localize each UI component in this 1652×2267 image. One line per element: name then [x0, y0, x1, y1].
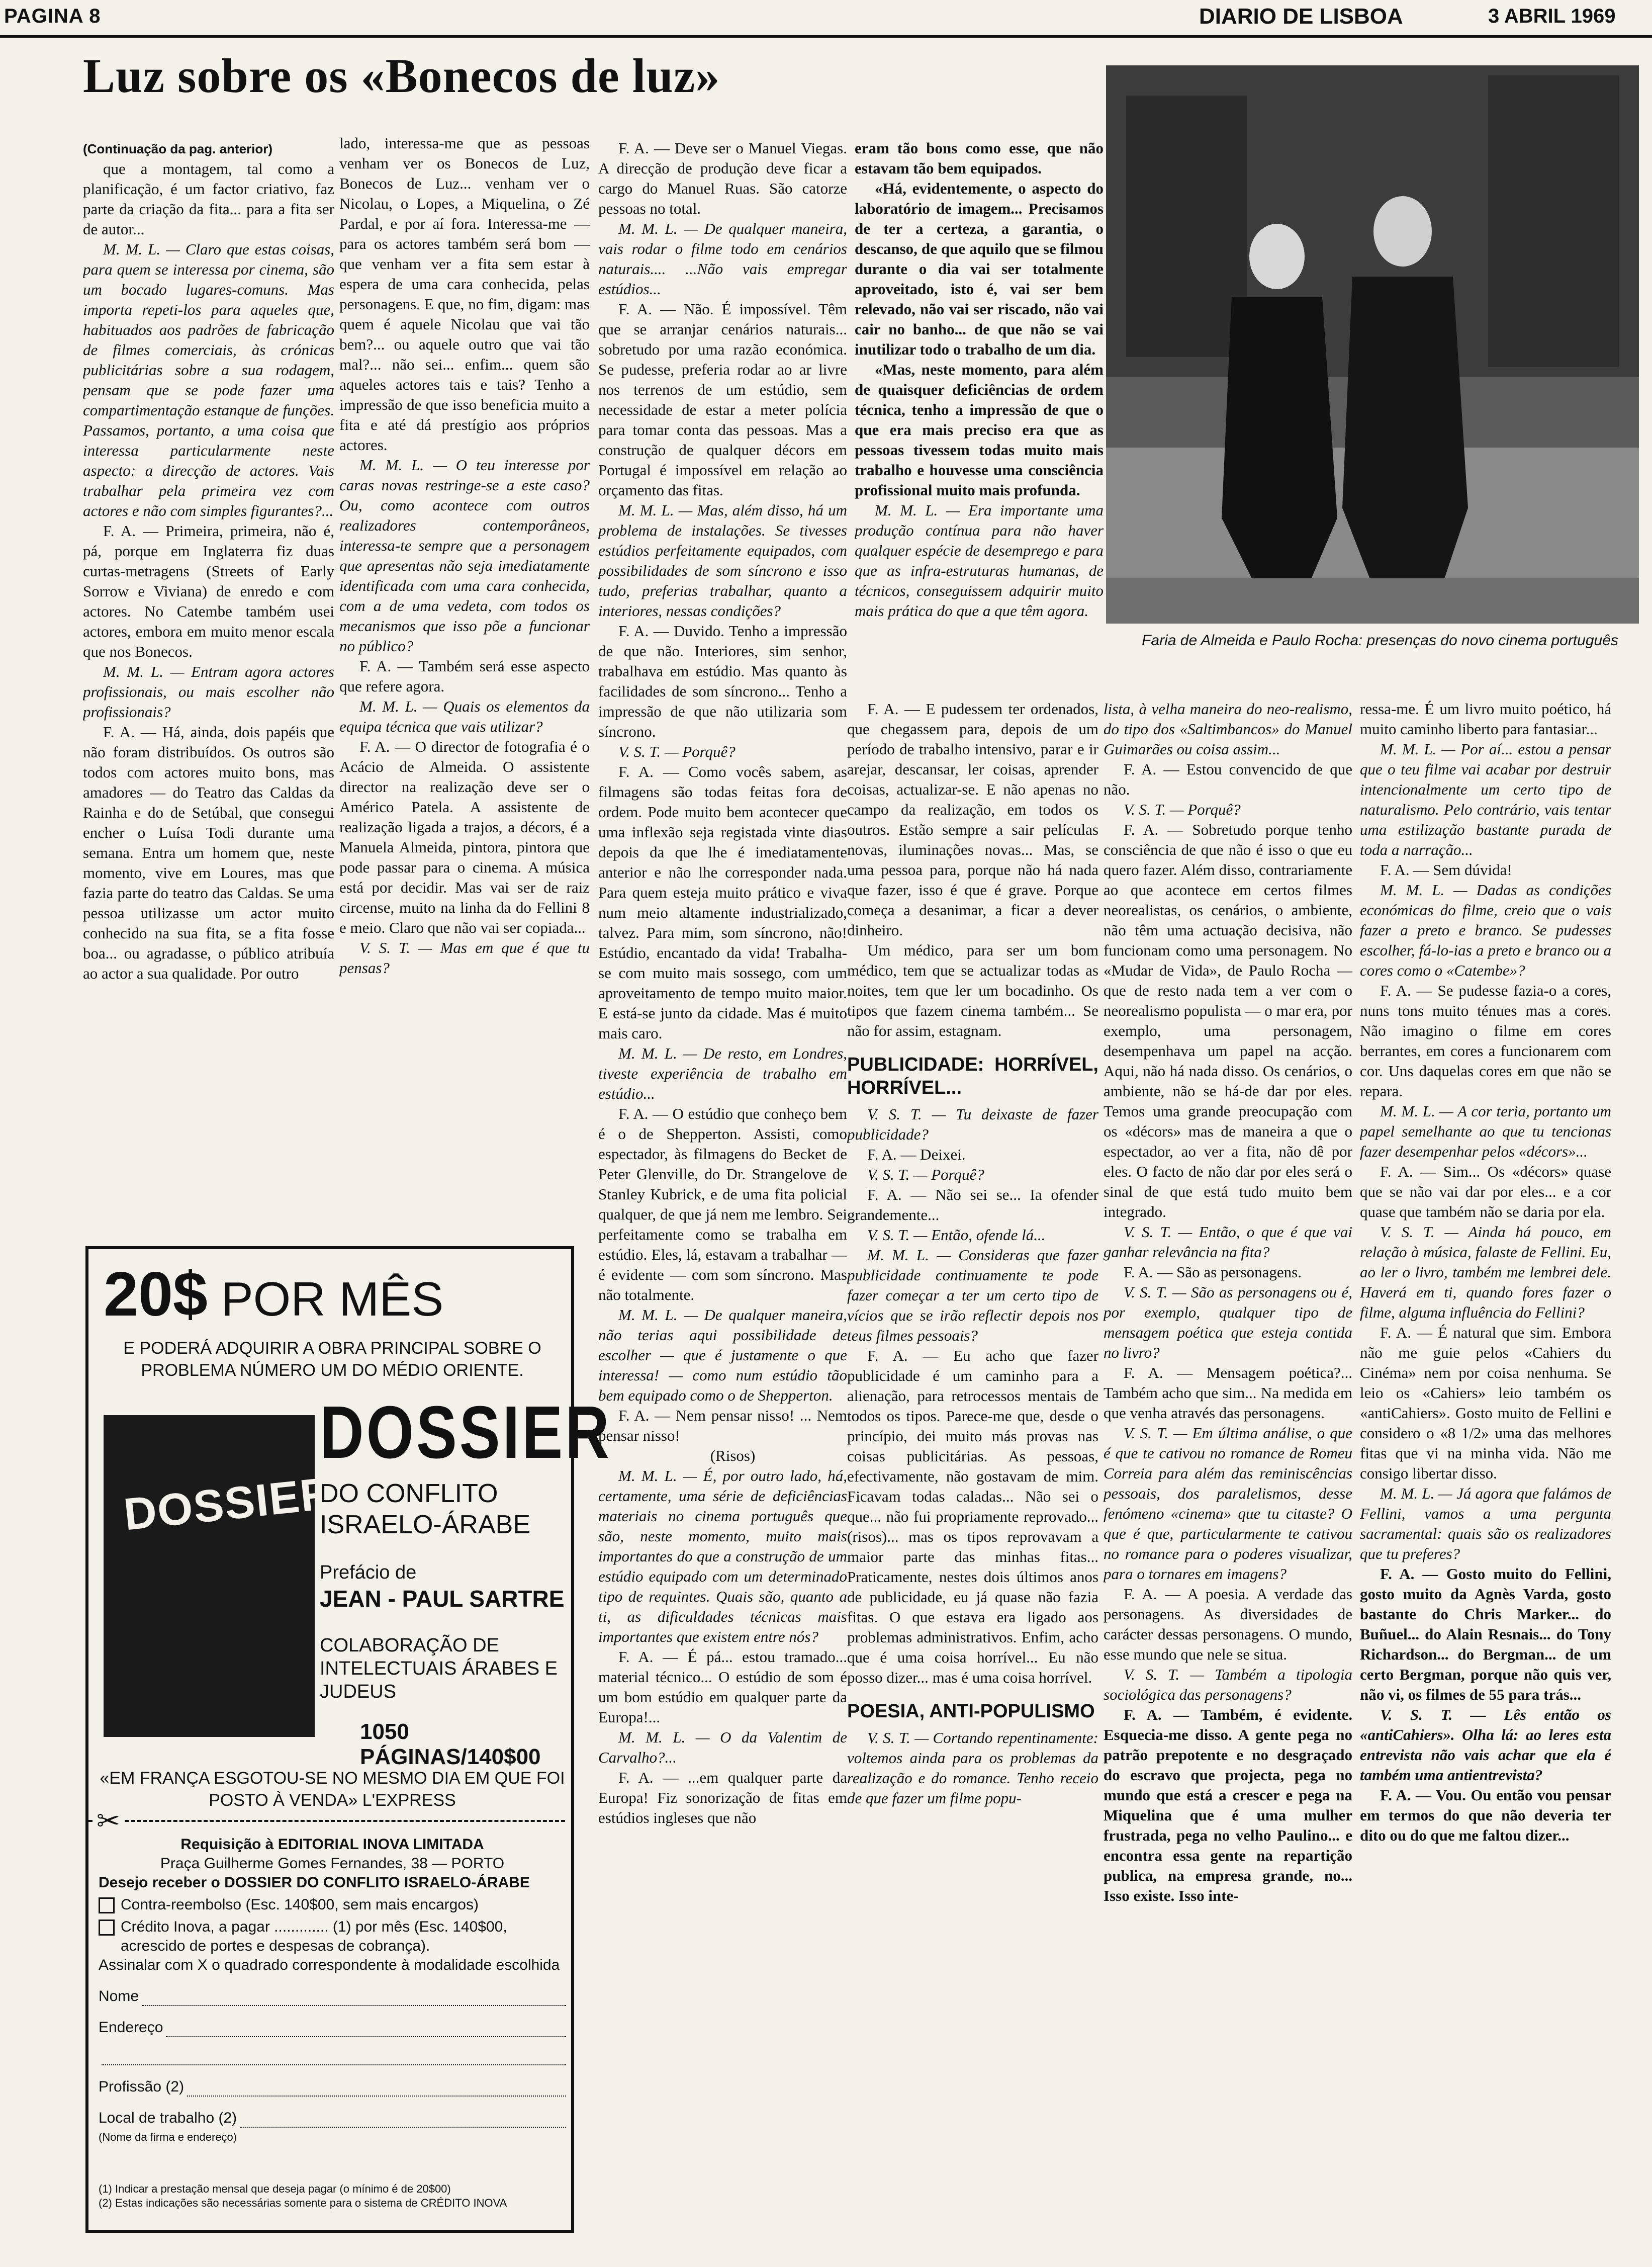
continuation-note: (Continuação da pag. anterior) [83, 141, 273, 156]
paragraph: V. S. T. — Porquê? [867, 1166, 984, 1183]
coupon-requisition: Requisição à EDITORIAL INOVA LIMITADA [180, 1836, 484, 1853]
paragraph: F. A. — Sem dúvida! [1380, 861, 1512, 879]
paragraph: V. S. T. — Lês então os «antiCahiers». Olha lá: ao leres esta entrevista não vais achar que ela é também uma antientrevista? [1360, 1706, 1611, 1784]
issue-date: 3 ABRIL 1969 [1488, 5, 1616, 27]
coupon-cut-line [88, 1820, 565, 1822]
paragraph: M. M. L. — Dadas as condições económicas do filme, creio que o vais fazer a preto e branco. Se pudesses escolher, fá-lo-ias a preto e branco ou a cores como o «Catembe»? [1360, 881, 1611, 979]
paragraph: F. A. — Vou. Ou então vou pensar em termos do que não deveria ter dito ou do que me faltou dizer... [1360, 1786, 1611, 1844]
photo-caption: Faria de Almeida e Paulo Rocha: presenças do novo cinema português [1142, 632, 1618, 649]
field-line[interactable] [187, 2080, 566, 2097]
field-label: Nome [99, 1988, 139, 2004]
ad-price-period: POR MÊS [207, 1272, 444, 1326]
paragraph: F. A. — Como vocês sabem, as filmagens são todas feitas fora de ordem. Pode muito bem acontecer que uma inflexão seja registada vinte dias depois da que lhe é imediatamente anterior e não lhe corresponder nada. Para quem esteja muito prático e viva num meio altamente industrializado, talvez. Para mim, som síncrono, não! Estúdio, encantado da vida! Trabalha-se com muito mais sossego, com um aproveitamento de tempo muito maior. E está-se junto da cidade. Mas é muito mais caro. [598, 763, 847, 1042]
paragraph: M. M. L. — É, por outro lado, há, certamente, uma série de deficiências materiais no cinema português que são, neste momento, muito mais importantes do que a construção de um estúdio equipado com um determinado tipo de requintes. Quais são, quanto a ti, as dificuldades técnicas mais importantes que existem entre nós? [598, 1467, 847, 1645]
paragraph: M. M. L. — Por aí... estou a pensar que o teu filme vai acabar por destruir intencionalmente um certo tipo de naturalismo. Pelo contrário, vais tentar uma estilização bastante purada de toda a narração... [1360, 740, 1611, 858]
field-label: Endereço [99, 2019, 163, 2036]
coupon-wish: Desejo receber o DOSSIER DO CONFLITO ISRAELO-ÁRABE [99, 1874, 530, 1891]
field-work-note: (Nome da firma e endereço) [99, 2131, 237, 2143]
paragraph: F. A. — Não. É impossível. Têm que se arranjar cenários naturais... sobretudo por uma razão económica. Se pudesse, preferia rodar ao ar livre nos terrenos de um estúdio, sem necessidade de estar a meter polícia para tomar conta das pessoas. Mas a construção de qualquer décors em Portugal é impossível em relação ao orçamento das fitas. [598, 300, 847, 499]
paragraph: F. A. — Estou convencido de que não. [1104, 760, 1352, 798]
paragraph: V. S. T. — Em última análise, o que é que te cativou no romance de Romeu Correia para além das reminiscências pessoais, dos paralelismos, desse fenómeno «cinema» que tu citaste? O que é que, particularmente te cativou no romance para o poderes visualizar, para o tornares em imagens? [1104, 1424, 1352, 1583]
paragraph: ressa-me. É um livro muito poético, há muito caminho liberto para fantasiar... [1360, 700, 1611, 738]
paragraph: F. A. — Há, ainda, dois papéis que não foram distribuídos. Os outros são todos com actores muito bons, mas amadores — do Teatro das Caldas da Rainha e do de Setúbal, que consegui encher o Luísa Todi durante uma semana. Entra um homem que, neste momento, vive em Loures, mas que fazia parte do teatro das Caldas. Se uma pessoa utilizasse um actor muito conhecido na sua fita, se a fita fosse boa... ou agradasse, o público atribuía ao actor a sua qualidade. Por outro [83, 723, 334, 982]
paragraph: F. A. — É pá... estou tramado... material técnico... O estúdio de som é um bom estúdio em qualquer parte da Europa!... [598, 1648, 847, 1726]
paragraph: F. A. — O estúdio que conheço bem é o de Shepperton. Assisti, como espectador, às filmagens do Becket de Peter Glenville, do Dr. Strangelove de Stanley Kubrick, e de uma fita policial qualquer, de que já nem me lembro. Sei perfeitamente como se trabalha em estúdio. Eles, lá, estavam a trabalhar — é evidente — com som síncrono. Mas não totalmente. [598, 1105, 847, 1303]
scissors-icon: ✂ [94, 1805, 123, 1838]
page-number: PAGINA 8 [4, 5, 101, 27]
footnote-2: (2) Estas indicações são necessárias somente para o sistema de CRÉDITO INOVA [99, 2197, 507, 2209]
paragraph: F. A. — Gosto muito do Fellini, gosto muito da Agnès Varda, gosto bastante do Chris Marker... do Buñuel... do Alain Resnais... do Tony Richardson... do Bergman... de um certo Bergman, porque não quis ver, não vi, os filmes de 55 para trás... [1360, 1565, 1611, 1703]
paragraph: F. A. — Deixei. [867, 1146, 966, 1163]
photo-two-men-in-street [1106, 65, 1639, 624]
paragraph: F. A. — A poesia. A verdade das personagens. As diversidades de carácter dessas personagens. O mundo, esse mundo que nele se situa. [1104, 1585, 1352, 1663]
ad-intro: E PODERÁ ADQUIRIR A OBRA PRINCIPAL SOBRE O PROBLEMA NÚMERO UM DO MÉDIO ORIENTE. [123, 1339, 541, 1380]
article-column-3 [598, 138, 847, 2255]
paragraph: M. M. L. — De qualquer maneira, vais rodar o filme todo em cenários naturais.... ...Não vais empregar estúdios... [598, 220, 847, 298]
coupon-instruction: Assinalar com X o quadrado correspondente à modalidade escolhida [99, 1957, 560, 1973]
paragraph: M. M. L. — Era importante uma produção contínua para não haver qualquer espécie de desemprego e para que as infra-estruturas humanas, de técnicos, conseguissem adquirir muito mais prática do que a que têm agora. [855, 501, 1104, 620]
paragraph: F. A. — Também será esse aspecto que refere agora. [339, 657, 590, 695]
ad-book-title: DOSSIER [320, 1391, 612, 1474]
article-column-6 [1360, 699, 1611, 2248]
paragraph: M. M. L. — Entram agora actores profissionais, ou mais escolher não profissionais? [83, 663, 334, 721]
paragraph: eram tão bons como esse, que não estavam tão bem equipados. [855, 139, 1104, 177]
paragraph: V. S. T. — Ainda há pouco, em relação à música, falaste de Fellini. Eu, ao ler o livro, também me lembrei dele. Haverá em ti, quando fores fazer o filme, alguma influência do Fellini? [1360, 1223, 1611, 1321]
footnote-1: (1) Indicar a prestação mensal que deseja pagar (o mínimo é de 20$00) [99, 2183, 451, 2195]
paragraph: F. A. — São as personagens. [1124, 1263, 1302, 1281]
book-advertisement [85, 1246, 612, 2233]
paragraph: M. M. L. — Mas, além disso, há um problema de instalações. Se tivesses estúdios perfeitamente equipados, com possibilidades de som síncrono e isso tudo, preferias trabalhar, quanto a interiores, nessas condições? [598, 501, 847, 620]
field-label: Local de trabalho (2) [99, 2110, 237, 2126]
paragraph: M. M. L. — O teu interesse por caras novas restringe-se a este caso? Ou, como acontece com outros realizadores contemporâneos, interessa-te sempre que a personagem que apresentas não seja imediatamente identificada com uma cara conhecida, com a de uma vedeta, com todos os mecanismos que isso põe a funcionar no público? [339, 456, 590, 655]
paragraph: V. S. T. — Também a tipologia sociológica das personagens? [1104, 1666, 1352, 1703]
paragraph: V. S. T. — Mas em que é que tu pensas? [339, 939, 590, 977]
paragraph: V. S. T. — Então, ofende lá... [867, 1226, 1046, 1244]
paragraph: lado, interessa-me que as pessoas venham ver os Bonecos de Luz, Bonecos de Luz... venham ver o Nicolau, o Lopes, a Miquelina, o Zé Pardal, e por aí fora. Interessa-me — para os actores também será bom — que venham ver a fita sem estar à espera de uma cara conhecida, pelas personagens. E que, no fim, digam: mas quem é aquele Nicolau que vai tão bem?... ou aquele outro que vai tão mal?... não sei... enfim... quem são aqueles actores tais e tais? Tenho a impressão de que isso beneficia muito a fita e até dá prestígio aos próprios actores. [339, 134, 590, 454]
order-coupon [99, 1835, 566, 2147]
checkbox-credit[interactable] [99, 1920, 115, 1936]
paragraph: Um médico, para ser um bom médico, tem que se actualizar todas as noites, tem que ler um bocadinho. Os tipos que fazem cinema também... Se não for assim, estagnam. [847, 941, 1098, 1039]
ad-preface-label: Prefácio de [320, 1562, 417, 1583]
paragraph: M. M. L. — Já agora que falámos de Fellini, vamos a uma pergunta sacramental: quais são os realizadores que tu preferes? [1360, 1485, 1611, 1562]
coupon-option-cod[interactable] [99, 1895, 566, 1914]
field-profession[interactable] [99, 2077, 566, 2097]
paragraph: «Mas, neste momento, para além de quaisquer deficiências de ordem técnica, tenho a impressão de que o que era mais preciso era que as pessoas tivessem todas muito mais trabalho e houvesse uma consciência profissional muito mais profunda. [855, 361, 1104, 499]
field-address-2[interactable] [99, 2049, 566, 2065]
paragraph: V. S. T. — Porquê? [1124, 801, 1241, 818]
option-label: Contra-reembolso (Esc. 140$00, sem mais encargos) [121, 1896, 479, 1913]
paragraph: M. M. L. — O da Valentim de Carvalho?... [598, 1728, 847, 1766]
subheading-publicidade: PUBLICIDADE: HORRÍVEL, HORRÍVEL... [847, 1054, 1098, 1098]
ad-price [104, 1259, 443, 1335]
article-column-4-lower [847, 699, 1098, 2248]
paragraph: F. A. — Primeira, primeira, não é, pá, porque em Inglaterra fiz duas curtas-metragens (Streets of Early Sorrow e Viviana) de enredo e com actores. No Catembe também usei actores, embora em muito menor escala que nos Bonecos. [83, 522, 334, 660]
paragraph: V. S. T. — Tu deixaste de fazer publicidade? [847, 1105, 1098, 1143]
paragraph: V. S. T. — Então, o que é que vai ganhar relevância na fita? [1104, 1223, 1352, 1261]
paragraph: F. A. — Deve ser o Manuel Viegas. A direcção de produção deve ficar a cargo do Manuel Ruas. São catorze pessoas no total. [598, 139, 847, 217]
ad-preface-author: JEAN - PAUL SARTRE [320, 1586, 565, 1612]
field-line[interactable] [142, 1990, 566, 2006]
paragraph: que a montagem, tal como a planificação, é um factor criativo, faz parte da criação da fita... para a fita ser de autor... [83, 160, 334, 238]
book-cover-title: DOSSIER [121, 1468, 336, 1540]
newspaper-name: DIARIO DE LISBOA [1199, 4, 1403, 29]
paragraph: F. A. — Sim... Os «décors» quase que se não vai dar por eles... e a cor quase que também não se daria por ela. [1360, 1163, 1611, 1220]
paragraph: M. M. L. — De qualquer maneira, não terias aqui possibilidade de escolher — que é justamente o que interessa! — como num estúdio tão bem equipado como o de Shepperton. [598, 1306, 847, 1404]
paragraph: M. M. L. — Quais os elementos da equipa técnica que vais utilizar? [339, 697, 590, 735]
field-line[interactable] [240, 2112, 566, 2128]
coupon-option-credit[interactable] [99, 1917, 566, 1956]
paragraph: F. A. — É natural que sim. Embora não me guie pelos «Cahiers du Cinéma» nem por coisa nenhuma. Se leio os «Cahiers» leio também os «antiCahiers». Gosto muito de Fellini e considero o «8 1/2» uma das melhores fitas que vi na minha vida. Não me consigo libertar disso. [1360, 1324, 1611, 1482]
field-line[interactable] [102, 2049, 566, 2065]
ad-collaboration: COLABORAÇÃO DE INTELECTUAIS ÁRABES E JUDEUS [320, 1635, 558, 1702]
paragraph: F. A. — Eu acho que fazer publicidade é um caminho para a alienação, para retrocessos mentais de todos os tipos. Parece-me que, desde o princípio, dei muito más provas nas coisas publicitárias. As pessoas, efectivamente, não gostavam de mim. Ficavam todas caladas... Não sei o que... não fui propriamente reprovado... (risos)... mas os tipos reprovavam a maior parte das minhas fitas... Praticamente, nestes dois últimos anos de publicidade, eu já quase não fazia fitas. O que estava era ligado aos problemas administrativos. Enfim, acho que é uma coisa horrível... Eu não posso dizer... mas é uma coisa horrível. [847, 1347, 1098, 1686]
paragraph: M. M. L. — Claro que estas coisas, para quem se interessa por cinema, são um bocado lugares-comuns. Mas importa repeti-los para aqueles que, habituados aos padrões de fabricação de filmes comerciais, às crónicas publicitárias sobre a sua rodagem, pensam que se pode fazer uma compartimentação estanque de funções. Passamos, portanto, a uma coisa que interessa particularmente neste aspecto: a direcção de actores. Vais trabalhar pela primeira vez com actores e não com simples figurantes?... [83, 240, 334, 519]
paragraph: F. A. — Não sei se... Ia ofender grandemente... [847, 1186, 1098, 1224]
paragraph: F. A. — Mensagem poética?... Também acho que sim... Na medida em que venha através das personagens. [1104, 1364, 1352, 1422]
paragraph: «Há, evidentemente, o aspecto do laboratório de imagem... Precisamos de ter a certeza, a garantia, o descanso, de que aquilo que se filmou durante o dia vai ser totalmente aproveitado, isto é, vai ser bem relevado, não vai ser riscado, não vai cair no banho... de que não se vai inutilizar todo o trabalho de um dia. [855, 180, 1104, 358]
field-address[interactable] [99, 2018, 566, 2037]
paragraph: F. A. — ...em qualquer parte da Europa! Fiz sonorização de fitas em estúdios ingleses que não [598, 1769, 847, 1826]
book-cover-image [104, 1415, 336, 1737]
paragraph: F. A. — Nem pensar nisso! ... Nem pensar nisso! [598, 1407, 847, 1444]
paragraph: F. A. — E pudessem ter ordenados, que chegassem para, depois de um período de trabalho intensivo, parar e ir arejar, descansar, ler coisas, aprender coisas, actualizar-se. E não apenas no campo da realização, em todos os outros. Estão sempre a sair películas novas, iluminações novas... Mas, se uma pessoa para, porque não há nada que fazer, isso é que é grave. Porque começa a desanimar, a ficar a dever dinheiro. [847, 700, 1098, 939]
ad-book-subtitle: DO CONFLITO ISRAELO-ÁRABE [320, 1479, 531, 1539]
field-work[interactable] [99, 2109, 566, 2128]
article-column-4 [855, 138, 1104, 702]
article-photo [1106, 65, 1639, 624]
ad-pages-price: 1050 PÁGINAS/140$00 [360, 1719, 541, 1769]
field-name[interactable] [99, 1987, 566, 2006]
article-column-5 [1104, 699, 1352, 2248]
paragraph: V. S. T. — Cortando repentinamente: voltemos ainda para os problemas da realização e do romance. Tenho receio de que fazer um filme popu- [847, 1729, 1098, 1807]
ad-press-quote: «EM FRANÇA ESGOTOU-SE NO MESMO DIA EM QUE FOI POSTO À VENDA» L'EXPRESS [100, 1769, 565, 1810]
article-column-1 [83, 138, 334, 1174]
page-header [0, 0, 1652, 38]
paragraph: M. M. L. — De resto, em Londres, tiveste experiência de trabalho em estúdio... [598, 1044, 847, 1102]
field-label: Profissão (2) [99, 2078, 185, 2095]
subheading-poesia: POESIA, ANTI-POPULISMO [847, 1701, 1095, 1722]
paragraph: V. S. T. — Porquê? [618, 743, 736, 760]
paragraph: F. A. — Sobretudo porque tenho consciência de que não é isso o que eu quero fazer. Além disso, contrariamente ao que acontece em certos filmes neorealistas, os cenários, o ambiente, não têm uma actuação decisiva, não funcionam como uma personagem. No «Mudar de Vida», de Paulo Rocha — que de resto nada tem a ver com o neorealismo populista — o mar era, por exemplo, uma personagem, desempenhava um papel na acção. Aqui, não há nada disso. Os cenários, o ambiente, não se há-de dar por eles. Temos uma grande preocupação com os «décors» mas de maneira a que o espectador, ao ver a fita, não dê por eles. O facto de não dar por eles será o sinal de que está tudo muito bem integrado. [1104, 821, 1352, 1220]
field-line[interactable] [166, 2021, 566, 2037]
paragraph: F. A. — O director de fotografia é o Acácio de Almeida. O assistente director na realização deve ser o Américo Patela. A assistente de realização ligada a trajos, a décors, é a Manuela Almeida, pintora, pintora que pode passar para o cinema. A música está por decidir. Mas vai ser de raiz circense, muito na linha da do Fellini 8 e meio. Claro que não vai ser copiada... [339, 738, 590, 936]
paragraph: V. S. T. — São as personagens ou é, por exemplo, qualquer tipo de mensagem poética que esteja contida no livro? [1104, 1283, 1352, 1361]
paragraph: lista, à velha maneira do neo-realismo, do tipo dos «Saltimbancos» do Manuel Guimarães ou coisa assim... [1104, 700, 1352, 758]
paragraph: M. M. L. — Consideras que fazer publicidade continuamente te pode fazer começar a ter um certo tipo de vícios que se irão reflectir depois nos teus filmes pessoais? [847, 1246, 1098, 1344]
checkbox-cod[interactable] [99, 1897, 115, 1913]
paragraph: F. A. — Duvido. Tenho a impressão de que não. Interiores, sim senhor, trabalhava em estúdio. Mas quanto às facilidades de som síncrono... Tenho a impressão de que não utilizaria som síncrono. [598, 622, 847, 740]
article-column-2 [339, 133, 590, 1204]
coupon-address: Praça Guilherme Gomes Fernandes, 38 — PORTO [160, 1855, 505, 1872]
paragraph: F. A. — Se pudesse fazia-o a cores, nuns tons muito ténues mas a cores. Não imagino o filme em cores berrantes, em cores a funcionarem com cor. Uns daquelas cores em que não se repara. [1360, 982, 1611, 1100]
article-headline: Luz sobre os «Bonecos de luz» [83, 49, 720, 103]
paragraph: (Risos) [710, 1447, 756, 1464]
ad-price-amount: 20$ [104, 1260, 208, 1329]
paragraph: F. A. — Também, é evidente. Esquecia-me disso. A gente pega no patrão prepotente e no desgraçado do escravo que projecta, pega no mundo que está a crescer e pega na Miquelina que é uma mulher frustrada, pega no velho Paulino... e encontra essa gente na repartição publica, na empresa grande, no... Isso existe. Isso inte- [1104, 1706, 1352, 1904]
paragraph: M. M. L. — A cor teria, portanto um papel semelhante ao que tu tencionas fazer desempenhar pelos «décors»... [1360, 1102, 1611, 1160]
coupon-footnotes [99, 2182, 566, 2210]
option-label: Crédito Inova, a pagar ............. (1) por mês (Esc. 140$00, acrescido de portes e despesas de cobrança). [121, 1919, 507, 1954]
